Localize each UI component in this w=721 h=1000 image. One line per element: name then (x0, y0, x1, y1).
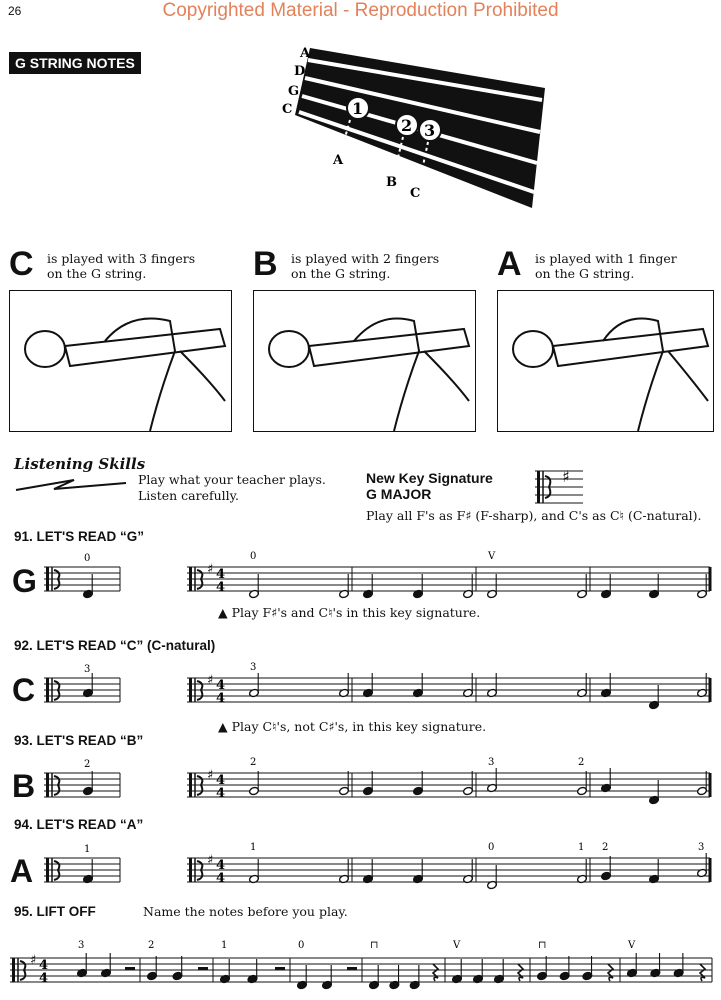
quarter-rest (433, 964, 438, 981)
fingering-mark: ⊓ (370, 940, 379, 951)
key-signature-sharp: ♯ (207, 853, 214, 868)
string-label-g: G (288, 84, 300, 99)
string-label-d: D (294, 64, 306, 79)
alto-clef (189, 858, 192, 882)
exercise-title-91: 91. LET'S READ “G” (14, 529, 144, 544)
quarter-rest (608, 964, 613, 981)
fingering-mark: 3 (78, 940, 85, 951)
alto-clef (189, 567, 192, 591)
alto-clef (46, 858, 49, 882)
finger-block-text: is played with 2 fingers on the G string. (291, 251, 440, 281)
fingering-mark: 2 (148, 940, 155, 951)
string-label-c: C (282, 102, 293, 117)
half-rest (198, 967, 208, 970)
exercise-note-91: ▲ Play F♯'s and C♮'s in this key signature. (218, 605, 481, 620)
fingering-mark: 1 (578, 842, 585, 853)
fingering-mark: V (453, 940, 461, 951)
key-signature-sharp: ♯ (30, 953, 37, 968)
fingering-mark: 2 (84, 759, 91, 770)
fingering-mark: 0 (488, 842, 495, 853)
exercise-title-94: 94. LET'S READ “A” (14, 817, 144, 832)
fingering-mark: 2 (250, 757, 257, 768)
fingering-mark: V (488, 551, 496, 562)
fingering-mark: ⊓ (538, 940, 547, 951)
page-number: 26 (8, 4, 22, 18)
time-signature: 4 (216, 786, 226, 801)
fingering-mark: 3 (488, 757, 495, 768)
exercise-letter-94: A (10, 853, 34, 889)
quarter-rest (518, 964, 523, 981)
key-signature-sharp: ♯ (207, 768, 214, 783)
fingering-mark: 2 (578, 757, 585, 768)
fingering-mark: 3 (250, 662, 257, 673)
fingering-mark: 1 (221, 940, 228, 951)
alto-clef (189, 678, 192, 702)
alto-clef (46, 567, 49, 591)
time-signature: 4 (39, 958, 49, 973)
fingering-mark: 3 (84, 664, 91, 675)
note-label-c: C (410, 186, 421, 201)
finger-block-text: is played with 1 finger on the G string. (535, 251, 677, 281)
copyright-notice: Copyrighted Material - Reproduction Prohibited (162, 0, 559, 21)
exercise-title-93: 93. LET'S READ “B” (14, 733, 144, 748)
alto-clef (189, 773, 192, 797)
key-signature-text: Play all F's as F♯ (F-sharp), and C's as C♮ (C-natural). (366, 508, 702, 523)
fingering-mark: 1 (84, 844, 91, 855)
fingering-mark: V (628, 940, 636, 951)
listening-skills-logo: Listening Skills (14, 455, 146, 473)
exercise-letter-91: G (12, 563, 37, 599)
exercise-letter-92: C (12, 672, 36, 708)
alto-clef (46, 678, 49, 702)
finger-number-3: 3 (424, 121, 436, 140)
time-signature: 4 (216, 871, 226, 886)
time-signature: 4 (39, 971, 49, 986)
exercise-note-95: Name the notes before you play. (143, 904, 348, 919)
key-signature-title: New Key Signature G MAJOR (366, 470, 493, 502)
time-signature: 4 (216, 773, 226, 788)
half-rest (125, 967, 135, 970)
time-signature: 4 (216, 691, 226, 706)
section-title: G STRING NOTES (9, 52, 141, 74)
exercise-note-92: ▲ Play C♮'s, not C♯'s, in this key signature. (218, 719, 487, 734)
fingering-mark: 0 (298, 940, 305, 951)
fingering-mark: 3 (698, 842, 705, 853)
time-signature: 4 (216, 678, 226, 693)
alto-clef (12, 958, 15, 982)
key-signature-sharp: ♯ (207, 562, 214, 577)
note-label-b: B (386, 175, 397, 190)
fingering-mark: 0 (84, 553, 91, 564)
fingering-mark: 0 (250, 551, 257, 562)
string-label-a: A (300, 46, 311, 61)
finger-block-letter: A (497, 245, 522, 283)
fingering-mark: 2 (602, 842, 609, 853)
finger-number-1: 1 (352, 99, 364, 118)
key-signature-sharp: ♯ (207, 673, 214, 688)
finger-number-2: 2 (401, 116, 413, 135)
quarter-rest (700, 964, 705, 981)
finger-block-letter: B (253, 245, 278, 283)
finger-block-text: is played with 3 fingers on the G string. (47, 251, 196, 281)
exercise-title-95: 95. LIFT OFF (14, 904, 96, 919)
finger-block-letter: C (9, 245, 34, 283)
alto-clef (46, 773, 49, 797)
half-rest (275, 967, 285, 970)
time-signature: 4 (216, 580, 226, 595)
half-rest (347, 967, 357, 970)
fingering-mark: 1 (250, 842, 257, 853)
listening-instructions: Play what your teacher plays. Listen carefully. (138, 472, 326, 503)
exercise-letter-93: B (12, 768, 36, 804)
sharp-sign: ♯ (562, 467, 570, 486)
exercise-title-92: 92. LET'S READ “C” (C-natural) (14, 638, 216, 653)
note-label-a: A (333, 153, 344, 168)
time-signature: 4 (216, 567, 226, 582)
time-signature: 4 (216, 858, 226, 873)
